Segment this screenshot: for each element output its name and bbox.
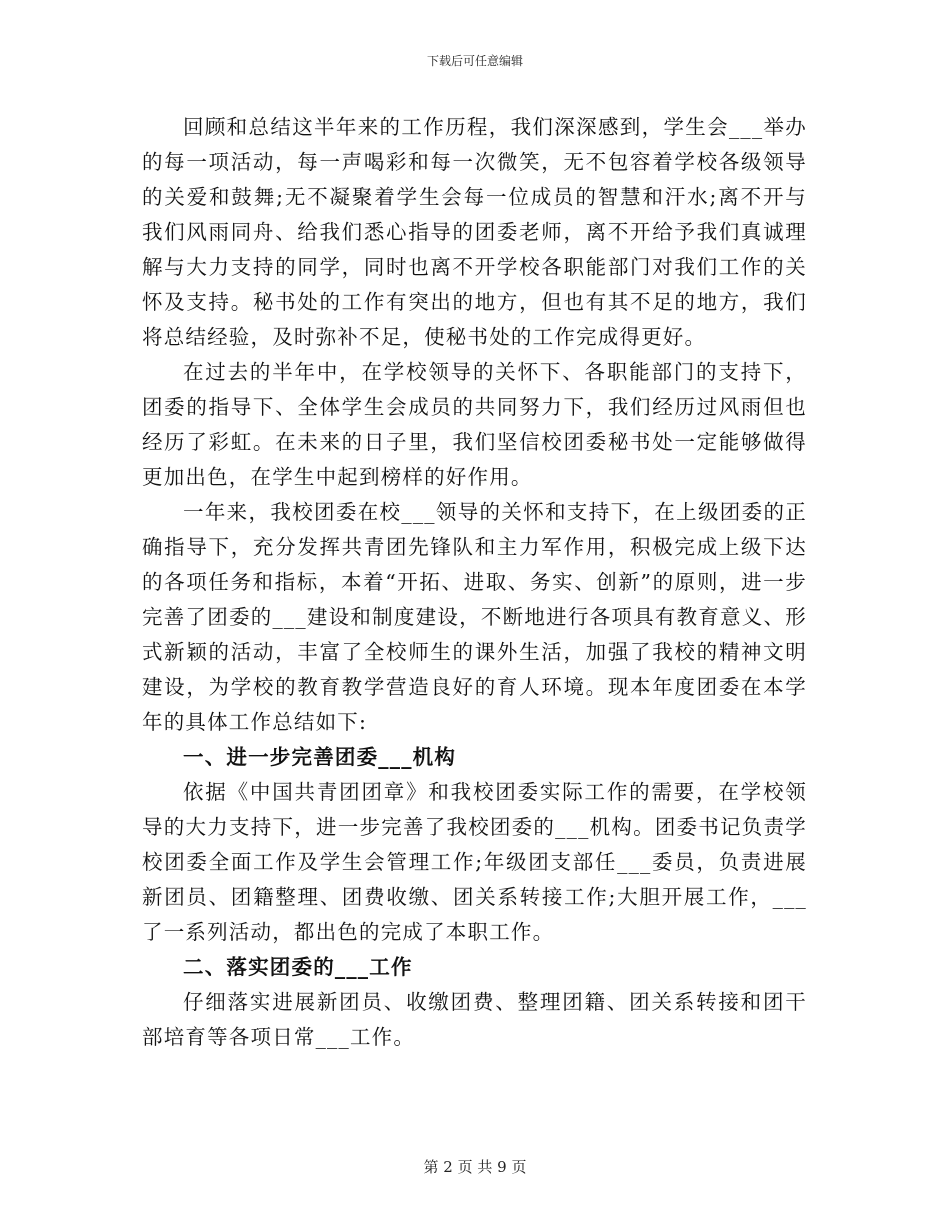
- paragraph-daily-work: 仔细落实进展新团员、收缴团费、整理团籍、团关系转接和团干部培育等各项日常___工作。: [142, 990, 807, 1049]
- document-body: [142, 110, 807, 1055]
- paragraph-review-summary: 回顾和总结这半年来的工作历程，我们深深感到，学生会___举办的每一项活动，每一声喝彩和每一次微笑，无不包容着学校各级领导的关爱和鼓舞;无不凝聚着学生会每一位成员的智慧和汗水;离不开与我们风雨同舟、给我们悉心指导的团委老师，离不开给予我们真诚理解与大力支持的同学，同时也离不开学校各职能部门对我们工作的关怀及支持。秘书处的工作有突出的地方，但也有其不足的地方，我们将总结经验，及时弥补不足，使秘书处的工作完成得更好。: [142, 115, 807, 349]
- paragraph-organization: 依据《中国共青团团章》和我校团委实际工作的需要，在学校领导的大力支持下，进一步完善了我校团委的___机构。团委书记负责学校团委全面工作及学生会管理工作;年级团支部任___委员，负责进展新团员、团籍整理、团费收缴、团关系转接工作;大胆开展工作，___了一系列活动，都出色的完成了本职工作。: [142, 780, 807, 944]
- page-footer: 第 2 页 共 9 页: [423, 1158, 527, 1176]
- page-header: 下载后可任意编辑: [426, 54, 523, 68]
- section-heading-1: 一、进一步完善团委___机构: [183, 745, 457, 769]
- paragraph-past-half-year: 在过去的半年中，在学校领导的关怀下、各职能部门的支持下，团委的指导下、全体学生会成员的共同努力下，我们经历过风雨但也经历了彩虹。在未来的日子里，我们坚信校团委秘书处一定能够做得更加出色，在学生中起到榜样的好作用。: [142, 360, 807, 489]
- section-heading-2: 二、落实团委的___工作: [183, 955, 413, 979]
- paragraph-year-overview: 一年来，我校团委在校___领导的关怀和支持下，在上级团委的正确指导下，充分发挥共青团先锋队和主力军作用，积极完成上级下达的各项任务和指标，本着“开拓、进取、务实、创新”的原则，进一步完善了团委的___建设和制度建设，不断地进行各项具有教育意义、形式新颖的活动，丰富了全校师生的课外生活，加强了我校的精神文明建设，为学校的教育教学营造良好的育人环境。现本年度团委在本学年的具体工作总结如下:: [142, 500, 807, 734]
